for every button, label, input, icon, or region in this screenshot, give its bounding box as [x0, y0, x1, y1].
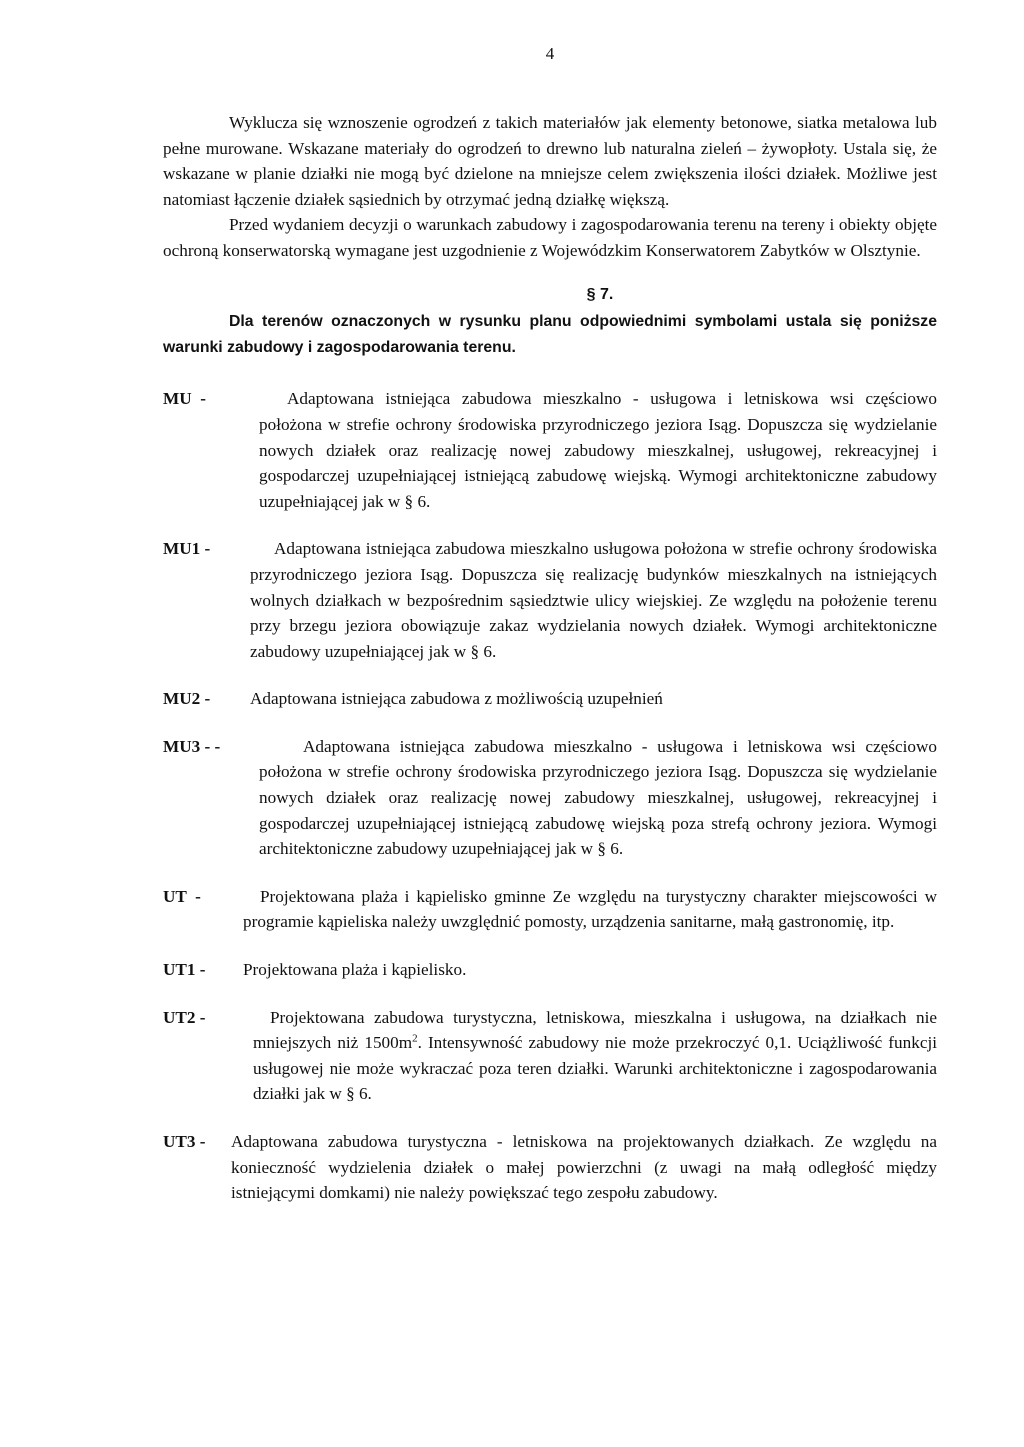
section-intro	[163, 309, 937, 360]
section-intro-text: Dla terenów oznaczonych w rysunku planu odpowiednimi symbolami ustala się poniższe warunki zabudowy i zagospodarowania terenu.	[163, 313, 937, 356]
zone-text: Adaptowana istniejąca zabudowa mieszkalno - usługowa i letniskowa wsi częściowo położona w strefie ochrony środowiska przyrodniczego jeziora Isąg. Dopuszcza się wydzielanie nowych działek oraz realizację nowej zabudowy mieszkalnej, usługowej, rekreacyjnej i gospodarczej uzupełniającej istniejącą zabudowę wiejską poza strefą ochrony jeziora. Wymogi architektoniczne zabudowy uzupełniającej jak w § 6.	[259, 736, 937, 859]
zone-text: Adaptowana zabudowa turystyczna - letniskowa na projektowanych działkach. Ze względu na konieczność wydzielenia działek o małej powierzchni (z uwagi na małą odległość między istniejącymi domkami) nie należy powiększać tego zespołu zabudowy.	[231, 1132, 937, 1203]
zone-ut2	[163, 1005, 937, 1107]
zone-code: MU2 -	[163, 689, 211, 709]
zone-text: Projektowana plaża i kąpielisko.	[243, 960, 467, 980]
zone-ut1	[163, 957, 937, 983]
zone-text: Adaptowana istniejąca zabudowa z możliwością uzupełnień	[250, 689, 663, 709]
zone-text: Adaptowana istniejąca zabudowa mieszkalno - usługowa i letniskowa wsi częściowo położona w strefie ochrony środowiska przyrodniczego jeziora Isąg. Dopuszcza się wydzielanie nowych działek oraz realizację nowej zabudowy mieszkalnej, usługowej, rekreacyjnej i gospodarczej uzupełniającej istniejącą zabudowę wiejską. Wymogi architektoniczne zabudowy uzupełniającej jak w § 6.	[259, 389, 937, 511]
zone-code: MU3 - -	[163, 736, 221, 756]
paragraph-fences: Wyklucza się wznoszenie ogrodzeń z takich materiałów jak elementy betonowe, siatka metalowa lub pełne murowane. Wskazane materiały do ogrodzeń to drewno lub naturalna zieleń – żywopłoty. Ustala się, że wskazane w planie działki nie mogą być dzielone na mniejsze celem zwiększenia ilości działek. Możliwe jest natomiast łączenie działek sąsiednich by otrzymać jedną działkę większą.	[163, 113, 937, 209]
zone-text-after: . Intensywność zabudowy nie może przekroczyć 0,1. Uciążliwość funkcji usługowej nie może wykraczać poza teren działki. Warunki architektoniczne i zagospodarowania działki jak w § 6.	[253, 1033, 937, 1104]
zone-code: UT3 -	[163, 1132, 206, 1151]
zone-code: MU -	[163, 389, 206, 409]
zone-code: MU1 -	[163, 539, 211, 559]
zone-text-before: Projektowana zabudowa turystyczna, letniskowa, mieszkalna i usługowa, na działkach nie mniejszych niż 1500m	[253, 1007, 937, 1053]
zone-code: UT1 -	[163, 960, 206, 980]
zone-mu1	[163, 536, 937, 664]
zone-ut3	[163, 1129, 937, 1206]
zone-text: Adaptowana istniejąca zabudowa mieszkalno usługowa położona w strefie ochrony środowiska przyrodniczego jeziora Isąg. Dopuszcza się realizację budynków mieszkalnych na istniejących wolnych działkach w bezpośrednim sąsiedztwie ulicy wiejskiej. Ze względu na położenie terenu przy brzegu jeziora obowiązuje zakaz wydzielania nowych działek. Wymogi architektoniczne zabudowy uzupełniającej jak w § 6.	[250, 539, 937, 661]
zone-mu3	[163, 734, 937, 862]
page-number: 4	[545, 44, 555, 63]
zone-code: UT2 -	[163, 1007, 206, 1027]
zone-ut	[163, 884, 937, 935]
zone-code: UT -	[163, 886, 201, 906]
superscript-two: 2	[412, 1032, 418, 1045]
zone-mu2	[163, 686, 937, 712]
section-heading: § 7.	[586, 285, 614, 303]
zone-mu	[163, 386, 937, 514]
zone-text: Projektowana plaża i kąpielisko gminne Ze względu na turystyczny charakter miejscowości w programie kąpieliska należy uwzględnić pomosty, urządzenia sanitarne, małą gastronomię, itp.	[243, 886, 937, 932]
paragraph-conservator: Przed wydaniem decyzji o warunkach zabudowy i zagospodarowania terenu na tereny i obiekty objęte ochroną konserwatorską wymagane jest uzgodnienie z Wojewódzkim Konserwatorem Zabytków w Olsztynie.	[163, 215, 937, 260]
zone-text	[253, 1005, 937, 1107]
document-body	[163, 110, 937, 1206]
